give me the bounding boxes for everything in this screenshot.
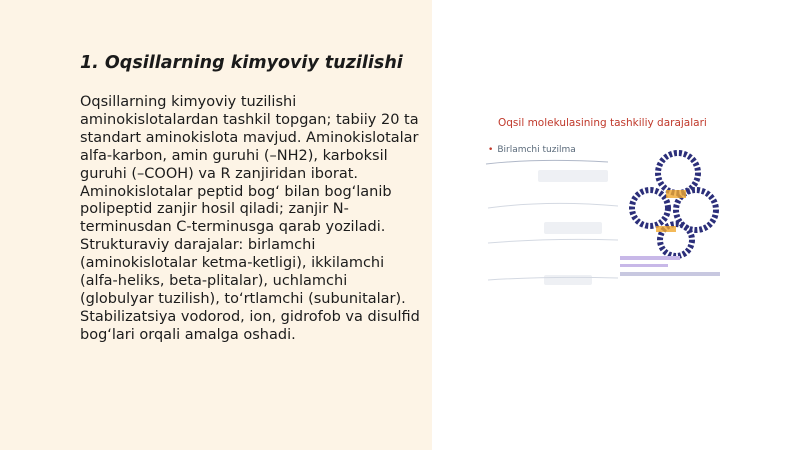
caption-line (620, 264, 668, 267)
figure-title: Oqsil molekulasining tashkiliy darajalari (498, 117, 707, 129)
protein-structure-figure (478, 108, 738, 298)
tertiary-guide-line (488, 239, 618, 243)
bead-ring-left (632, 190, 668, 226)
figure-bullet (488, 145, 576, 155)
bead-ring-top (658, 153, 698, 193)
figure-bullet-label: Birlamchi tuzilma (497, 145, 576, 155)
slide-title: 1. Oqsillarning kimyoviy tuzilishi (80, 53, 403, 73)
subunit-link (656, 226, 676, 232)
protein-bead-cluster (632, 153, 716, 256)
slide-body-text: Oqsillarning kimyoviy tuzilishi aminokislotalardan tashkil topgan; tabiiy 20 ta standart aminokislota mavjud. Aminokislotalar alfa-karbon, amin guruhi (–NH2), karboksil guruhi (–COOH) va R zanjiridan iborat. Aminokislotalar peptid bog‘ bilan bog‘lanib polipeptid zanjir hosil qiladi; zanjir N-terminusdan C-terminusga qarab yoziladi. Strukturaviy darajalar: birlamchi (aminokislotalar ketma-ketligi), ikkilamchi (alfa-heliks, beta-plitalar), uchlamchi (globulyar tuzilish), to‘rtlamchi (subunitalar). Stabilizatsiya vodorod, ion, gidrofob va disulfid bog‘lari orqali amalga oshadi. (80, 94, 420, 343)
tertiary-label-placeholder (544, 222, 602, 234)
quaternary-label-placeholder (544, 275, 592, 285)
protein-structure-diagram (478, 108, 738, 298)
primary-chain-line (486, 160, 608, 164)
secondary-label-placeholder (538, 170, 608, 182)
subunit-link (666, 190, 686, 198)
bullet-dot-icon: • (488, 145, 494, 155)
caption-line (620, 272, 720, 276)
secondary-guide-line (488, 203, 618, 208)
caption-line (620, 256, 680, 260)
